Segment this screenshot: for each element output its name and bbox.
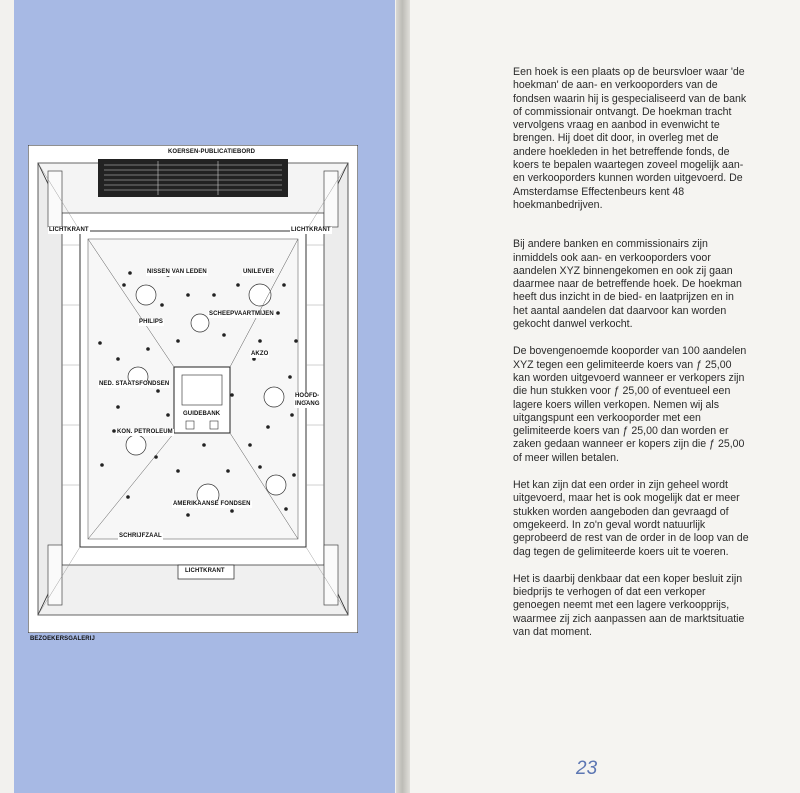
label-scheepvaartmijen: SCHEEPVAARTMIJEN	[209, 311, 274, 317]
paragraph-3: De bovengenoemde kooporder van 100 aandelen XYZ tegen een gelimiteerde koers van ƒ 25,00 kan worden uitgevoerd wanneer er verkopers zijn die hun stukken voor ƒ 25,00 of eventueel een lagere koers willen verkopen. Nemen wij als uitgangspunt een verkooporder met een gelimiteerde koers van ƒ 25,00 dan worden er zaken gedaan wanneer er kopers zijn die ƒ 25,00 of meer willen betalen.	[513, 345, 747, 464]
label-lichtkrant-left: LICHTKRANT	[49, 227, 89, 233]
label-kon-petroleum: KON. PETROLEUM	[117, 429, 173, 435]
paragraph-1: Een hoek is een plaats op de beursvloer waar 'de hoekman' de aan- en verkooporders van de fondsen waarin hij is gespecialiseerd van de bank of commissionair ontvangt. De hoekman tracht vervolgens vraag en aanbod in evenwicht te brengen. Hij doet dit door, in overleg met de andere hoekleden in het betreffende fonds, de koers te bepalen waartegen zoveel mogelijk aan- en verkooporders kunnen worden uitgevoerd. De Amsterdamse Effectenbeurs kent 48 hoekmanbedrijven.	[513, 66, 747, 211]
label-lichtkrant-bottom: LICHTKRANT	[185, 568, 225, 574]
label-amerikaanse-fondsen: AMERIKAANSE FONDSEN	[173, 501, 251, 507]
label-schrijfzaal: SCHRIJFZAAL	[119, 533, 162, 539]
page-number: 23	[576, 758, 598, 779]
label-guidebank: GUIDEBANK	[183, 411, 221, 417]
paragraph-5: Het is daarbij denkbaar dat een koper besluit zijn biedprijs te verhogen of dat een verkoper genoegen neemt met een lagere verkoopprijs, waarmee zij zich aanpassen aan de marktsituatie van dat moment.	[513, 572, 745, 638]
label-akzo: AKZO	[251, 351, 269, 357]
body-text-column	[513, 66, 749, 653]
label-ned-staatsfondsen: NED. STAATSFONDSEN	[99, 381, 170, 387]
paragraph-2: Bij andere banken en commissionairs zijn inmiddels ook aan- en verkooporders voor aandelen XYZ binnengekomen en ook zij gaan daarmee naar de betreffende hoek. De hoekman heeft dus inzicht in de bied- en laatprijzen en in het aantal aandelen dat daarvoor kan worden gekocht danwel verkocht.	[513, 238, 742, 331]
label-lichtkrant-right: LICHTKRANT	[291, 227, 331, 233]
book-gutter	[396, 0, 410, 793]
label-unilever: UNILEVER	[243, 269, 275, 275]
label-philips: PHILIPS	[139, 319, 164, 325]
label-koersen-publicatiebord: KOERSEN-PUBLICATIEBORD	[168, 149, 256, 155]
paragraph-4: Het kan zijn dat een order in zijn geheel wordt uitgevoerd, maar het is ook mogelijk dat er meer stukken worden aangeboden dan gevraagd of omgekeerd. In zo'n geval wordt natuurlijk geprobeerd de rest van de order in de loop van de dag tegen de gelimiteerde koers uit te voeren.	[513, 479, 749, 558]
label-bezoekersgalerij: BEZOEKERSGALERIJ	[30, 636, 95, 642]
label-nissen-van-leden: NISSEN VAN LEDEN	[147, 269, 207, 275]
floor-plan-drawing	[28, 145, 358, 633]
label-hoofdingang-2: INGANG	[295, 401, 320, 407]
label-hoofdingang-1: HOOFD-	[295, 393, 320, 399]
left-page	[0, 0, 398, 793]
trading-floor-illustration	[28, 145, 358, 633]
